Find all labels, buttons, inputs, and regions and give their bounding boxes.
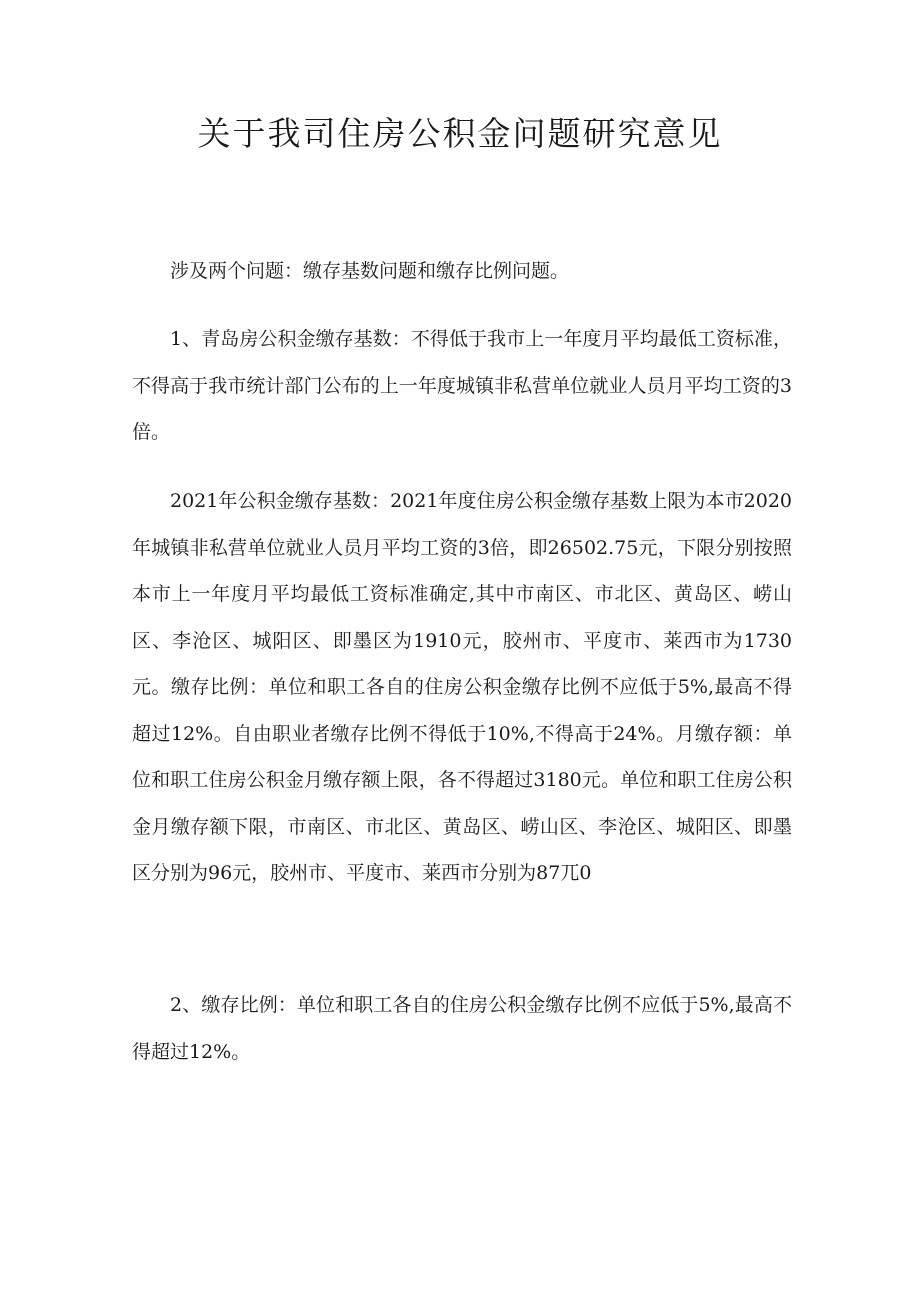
paragraph-2021-contribution-details: 2021年公积金缴存基数：2021年度住房公积金缴存基数上限为本市2020年城镇非私营单位就业人员月平均工资的3倍，即26502.75元，下限分别按照本市上一年度月平均最低工资标准确定,其中市南区、市北区、黄岛区、崂山区、李沧区、城阳区、即墨区为1910元，胶州市、平度市、莱西市为1730元。缴存比例：单位和职工各自的住房公积金缴存比例不应低于5%,最高不得超过12%。自由职业者缴存比例不得低于10%,不得高于24%。月缴存额：单位和职工住房公积金月缴存额上限，各不得超过3180元。单位和职工住房公积金月缴存额下限，市南区、市北区、黄岛区、崂山区、李沧区、城阳区、即墨区分别为96元，胶州市、平度市、莱西市分别为87兀0 [132, 490, 792, 884]
document-title: 关于我司住房公积金问题研究意见 [197, 114, 723, 153]
paragraph-item-1-contribution-base: 1、青岛房公积金缴存基数：不得低于我市上一年度月平均最低工资标准，不得高于我市统计部门公布的上一年度城镇非私营单位就业人员月平均工资的3倍。 [132, 328, 792, 443]
paragraph-item-2-contribution-ratio: 2、缴存比例：单位和职工各自的住房公积金缴存比例不应低于5%,最高不得超过12%。 [132, 994, 792, 1063]
paragraph-intro: 涉及两个问题：缴存基数问题和缴存比例问题。 [170, 260, 570, 282]
